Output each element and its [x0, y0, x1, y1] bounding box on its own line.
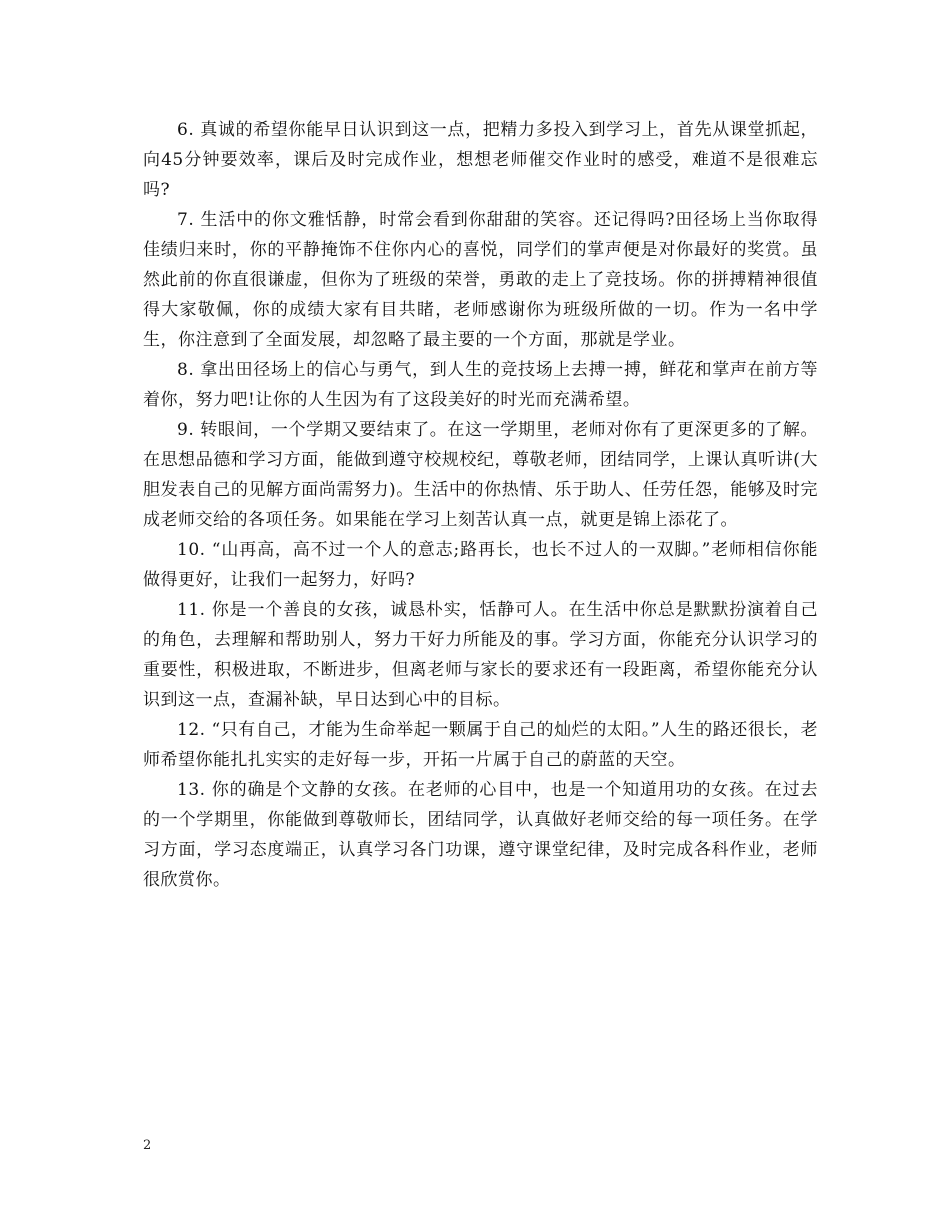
paragraph-10: 10. “山再高，高不过一个人的意志;路再长，也长不过人的一双脚。”老师相信你能做得更好，让我们一起努力，好吗? — [143, 540, 818, 590]
paragraph-12: 12. “只有自己，才能为生命举起一颗属于自己的灿烂的太阳。”人生的路还很长，老师希望你能扎扎实实的走好每一步，开拓一片属于自己的蔚蓝的天空。 — [143, 720, 818, 770]
paragraph-11: 11. 你是一个善良的女孩，诚恳朴实，恬静可人。在生活中你总是默默扮演着自己的角色，去理解和帮助别人，努力干好力所能及的事。学习方面，你能充分认识学习的重要性，积极进取，不断进步，但离老师与家长的要求还有一段距离，希望你能充分认识到这一点，查漏补缺，早日达到心中的目标。 — [143, 600, 818, 710]
document-body — [143, 115, 818, 895]
paragraph-8: 8. 拿出田径场上的信心与勇气，到人生的竞技场上去搏一搏，鲜花和掌声在前方等着你，努力吧!让你的人生因为有了这段美好的时光而充满希望。 — [143, 360, 818, 410]
page-number: 2 — [143, 1138, 152, 1153]
paragraph-9: 9. 转眼间，一个学期又要结束了。在这一学期里，老师对你有了更深更多的了解。在思想品德和学习方面，能做到遵守校规校纪，尊敬老师，团结同学，上课认真听讲(大胆发表自己的见解方面尚需努力)。生活中的你热情、乐于助人、任劳任怨，能够及时完成老师交给的各项任务。如果能在学习上刻苦认真一点，就更是锦上添花了。 — [143, 420, 818, 530]
paragraph-7: 7. 生活中的你文雅恬静，时常会看到你甜甜的笑容。还记得吗?田径场上当你取得佳绩归来时，你的平静掩饰不住你内心的喜悦，同学们的掌声便是对你最好的奖赏。虽然此前的你直很谦虚，但你为了班级的荣誉，勇敢的走上了竞技场。你的拼搏精神很值得大家敬佩，你的成绩大家有目共睹，老师感谢你为班级所做的一切。作为一名中学生，你注意到了全面发展，却忽略了最主要的一个方面，那就是学业。 — [143, 210, 818, 350]
paragraph-6: 6. 真诚的希望你能早日认识到这一点，把精力多投入到学习上，首先从课堂抓起，向45分钟要效率，课后及时完成作业，想想老师催交作业时的感受，难道不是很难忘吗? — [143, 120, 818, 200]
paragraph-13: 13. 你的确是个文静的女孩。在老师的心目中，也是一个知道用功的女孩。在过去的一个学期里，你能做到尊敬师长，团结同学，认真做好老师交给的每一项任务。在学习方面，学习态度端正，认真学习各门功课，遵守课堂纪律，及时完成各科作业，老师很欣赏你。 — [143, 780, 818, 890]
